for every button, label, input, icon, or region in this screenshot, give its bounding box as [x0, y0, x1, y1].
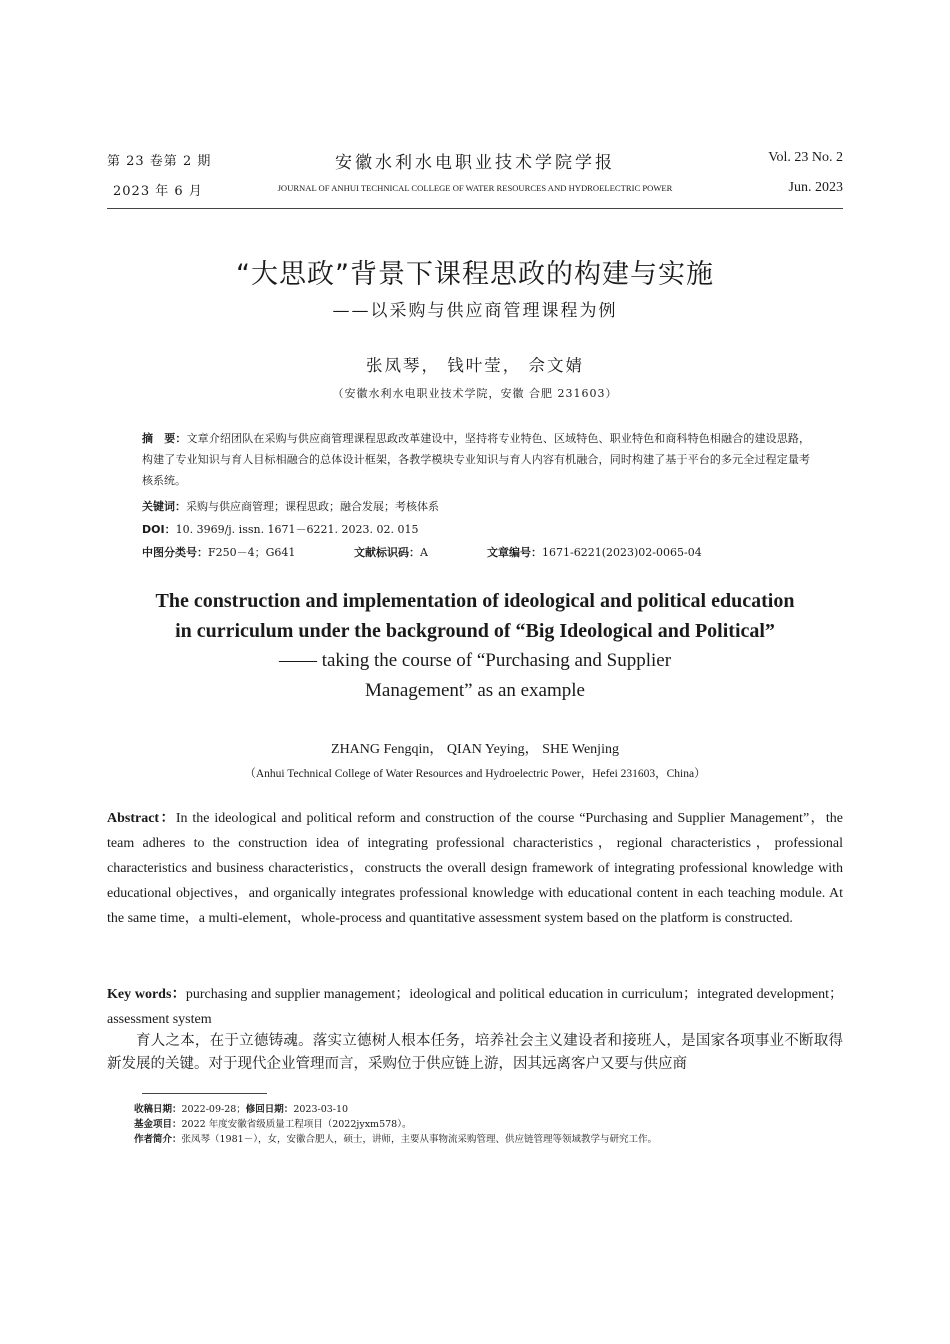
- volume-cn: 第 23 卷第 2 期: [107, 154, 212, 169]
- paper-subtitle-cn: ——以采购与供应商管理课程为例: [332, 301, 618, 321]
- clc-value: F250－4；G641: [208, 546, 296, 559]
- affiliation-en: （Anhui Technical College of Water Resources and Hydroelectric Power，Hefei 231603，China）: [244, 768, 706, 780]
- doi-label: DOI：: [142, 523, 176, 536]
- author-bio-label: 作者简介：: [134, 1134, 182, 1145]
- clc-group: [142, 542, 295, 563]
- article-no-group: [487, 542, 702, 563]
- journal-title-cn: 安徽水利水电职业技术学院学报: [335, 153, 615, 173]
- keywords-en-label: Key words：: [107, 987, 186, 1002]
- running-header-bottom: [107, 180, 843, 198]
- received-label: 收稿日期：: [134, 1104, 182, 1115]
- running-header-top: [107, 150, 843, 174]
- article-no-label: 文章编号：: [487, 546, 542, 559]
- received-value: 2022-09-28；: [181, 1104, 246, 1115]
- footnote-author: [134, 1132, 844, 1147]
- abstract-cn-text: 文章介绍团队在采购与供应商管理课程思政改革建设中，坚持将专业特色、区域特色、职业特色和商科特色相融合的建设思路，构建了专业知识与育人目标相融合的总体设计框架，各教学模块专业知识与育人内容有机融合，同时构建了基于平台的多元全过程定量考核系统。: [142, 432, 811, 487]
- abstract-en: [107, 806, 843, 931]
- abstract-cn: [142, 428, 810, 491]
- paper-title-en-line1: The construction and implementation of ideological and political education: [155, 590, 795, 612]
- paper-title-en-line2: in curriculum under the background of “Big Ideological and Political”: [175, 620, 775, 642]
- doi-value: 10. 3969/j. issn. 1671－6221. 2023. 02. 015: [175, 523, 419, 536]
- body-paragraph: 育人之本，在于立德铸魂。落实立德树人根本任务，培养社会主义建设者和接班人，是国家各项事业不断取得新发展的关键。对于现代企业管理而言，采购位于供应链上游，因其远离客户又要与供应商: [107, 1033, 843, 1072]
- date-en: Jun. 2023: [788, 180, 843, 195]
- keywords-en-text: purchasing and supplier management；ideological and political education in curriculum；integrated development；assessment system: [107, 987, 843, 1027]
- authors-en: ZHANG Fengqin， QIAN Yeying， SHE Wenjing: [331, 742, 619, 757]
- keywords-cn-text: 采购与供应商管理；课程思政；融合发展；考核体系: [186, 500, 439, 513]
- keywords-cn-label: 关键词：: [142, 500, 186, 513]
- doi: [142, 519, 810, 540]
- abstract-cn-label: 摘 要：: [142, 432, 187, 445]
- revised-label: 修回日期：: [245, 1104, 294, 1115]
- abstract-en-label: Abstract：: [107, 811, 176, 826]
- footnote-rule: [142, 1093, 267, 1094]
- doc-code-label: 文献标识码：: [354, 546, 420, 559]
- journal-title-en: JOURNAL OF ANHUI TECHNICAL COLLEGE OF WATER RESOURCES AND HYDROELECTRIC POWER: [277, 183, 673, 193]
- footnote-dates: [134, 1102, 844, 1117]
- paper-subtitle-en-line2: Management” as an example: [365, 680, 585, 701]
- header-rule: [107, 208, 843, 209]
- footnote-fund: [134, 1117, 844, 1132]
- article-no-value: 1671-6221(2023)02-0065-04: [542, 546, 702, 559]
- paper-subtitle-en-line1: —— taking the course of “Purchasing and Supplier: [278, 650, 672, 671]
- fund-value: 2022 年度安徽省级质量工程项目（2022jyxm578）。: [181, 1119, 412, 1130]
- affiliation-cn: （安徽水利水电职业技术学院，安徽 合肥 231603）: [332, 387, 618, 400]
- paper-title-cn: “大思政”背景下课程思政的构建与实施: [236, 259, 714, 290]
- revised-value: 2023-03-10: [293, 1104, 349, 1115]
- abstract-en-text: In the ideological and political reform and construction of the course “Purchasing and Supplier Management”，the team adheres to the construction idea of integrating professional characteristics，regional characteristics，professional characteristics and business characteristics，constructs the overall design framework of integrating professional knowledge with educational objectives，and organically integrates professional knowledge with educational content in each teaching module. At the same time，a multi-element，whole-process and quantitative assessment system based on the platform is constructed.: [107, 811, 843, 926]
- clc-label: 中图分类号：: [142, 546, 208, 559]
- date-cn: 2023 年 6 月: [113, 184, 203, 199]
- doc-code-value: A: [420, 546, 428, 559]
- doc-code-group: [354, 542, 428, 563]
- fund-label: 基金项目：: [134, 1119, 182, 1130]
- keywords-en: [107, 982, 843, 1032]
- volume-en: Vol. 23 No. 2: [768, 150, 843, 165]
- authors-cn: 张凤琴， 钱叶莹， 佘文婧: [366, 356, 584, 375]
- author-bio-value: 张凤琴（1981－），女，安徽合肥人，硕士，讲师，主要从事物流采购管理、供应链管理等领域教学与研究工作。: [181, 1134, 657, 1145]
- keywords-cn: [142, 496, 810, 517]
